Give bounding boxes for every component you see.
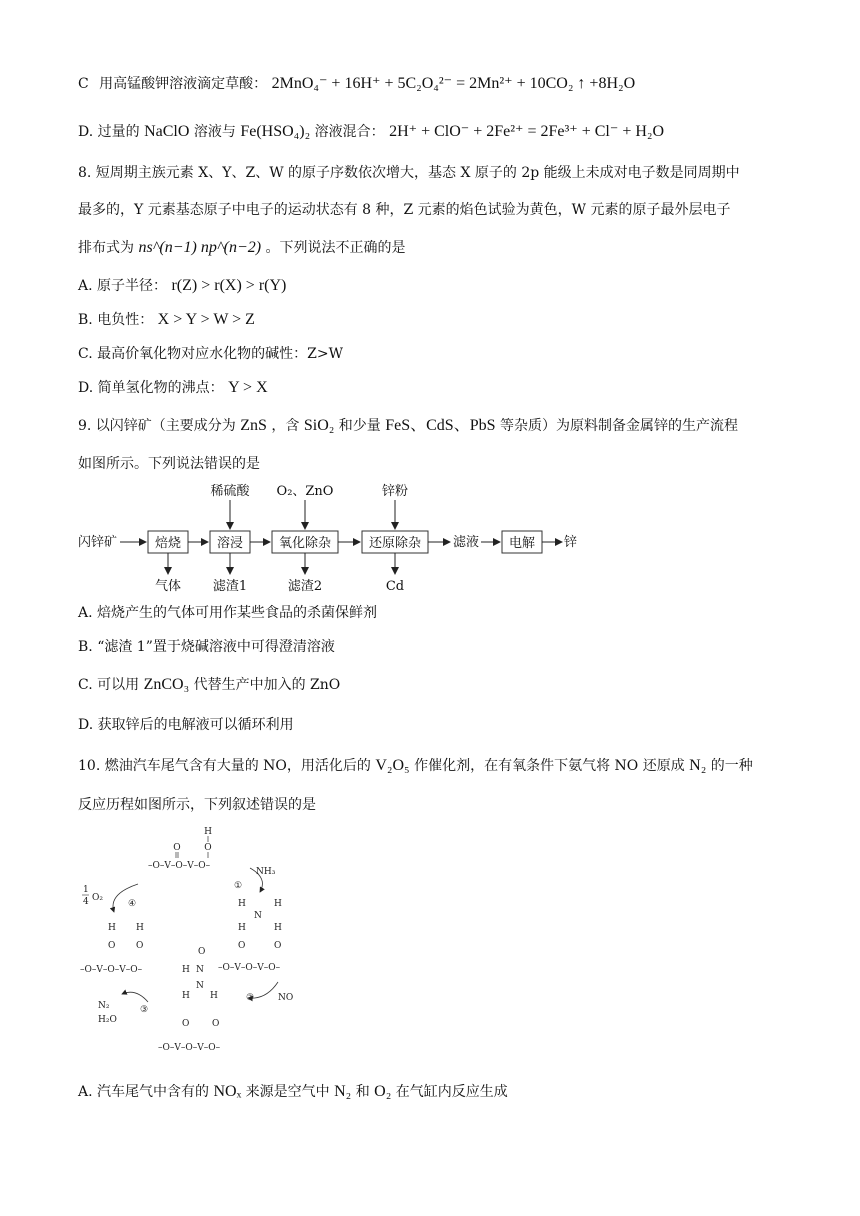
left-o-1: O [108, 941, 116, 951]
right-h-4: H [274, 923, 282, 933]
q9-option-c [78, 675, 340, 695]
flow-output-gas: 气体 [154, 579, 182, 594]
q10-option-a-post: 在气缸内反应生成 [395, 1084, 508, 1100]
q9-option-c-pre: C. 可以用 [78, 677, 140, 693]
q10-stem-n2: N₂ [689, 757, 707, 774]
flow-start-label: 闪锌矿 [78, 535, 118, 550]
top-o-atom-2: O [173, 843, 181, 853]
right-o-2: O [274, 941, 282, 951]
bottom-o-2: O [212, 1019, 220, 1029]
step-3-label: ③ [140, 1005, 149, 1015]
q9-stem-zns: ZnS [240, 417, 267, 434]
left-h-1: H [108, 923, 116, 933]
left-chain: –O–V–O–V–O– [80, 965, 143, 975]
right-o-1: O [238, 941, 246, 951]
q8-stem-line-1: 8. 短周期主族元素 X、Y、Z、W 的原子序数依次增大，基态 X 原子的 2p 能级上未成对电子数是同周期中 [78, 165, 740, 181]
flow-output-residue-1: 滤渣1 [212, 579, 248, 594]
q8-option-c: C. 最高价氧化物对应水化物的碱性：Z>W [78, 346, 343, 362]
right-n-atom: N [254, 911, 262, 921]
center-h-1: H [182, 965, 190, 975]
center-n-2: N [196, 981, 204, 991]
q7-option-c-equation: 2MnO₄⁻ + 16H⁺ + 5C₂O₄²⁻ = 2Mn²⁺ + 10CO₂ ↑ +8H₂O [271, 75, 636, 92]
q7-option-d-text-3: 溶液混合： [314, 124, 385, 140]
right-h-3: H [238, 923, 246, 933]
q7-option-c [78, 74, 635, 94]
q8-stem-line-3-post: 。下列说法不正确的是 [265, 240, 406, 256]
q7-option-c-label: C [78, 76, 89, 92]
n2-product-label: N₂ [98, 1001, 110, 1011]
q9-stem-line-2: 如图所示。下列说法错误的是 [78, 456, 260, 472]
q10-stem-line-2: 反应历程如图所示，下列叙述错误的是 [78, 797, 316, 813]
q10-option-a-o2: O₂ [374, 1083, 392, 1100]
q10-mechanism-diagram [78, 822, 318, 1066]
q7-option-d-text-2: 溶液与 [193, 124, 236, 140]
q8-option-d-text: D. 简单氢化物的沸点： [78, 380, 224, 396]
q10-stem-part-c: 作催化剂，在有氧条件下氨气将 NO 还原成 [414, 758, 685, 774]
h2o-product-label: H₂O [98, 1015, 117, 1025]
q8-option-a-text: A. 原子半径： [78, 278, 168, 294]
q9-option-b: B. “滤渣 1”置于烧碱溶液中可得澄清溶液 [78, 639, 335, 655]
q9-stem-part-g: 等杂质）为原料制备金属锌的生产流程 [499, 418, 738, 434]
o2-coefficient-numerator: 1 [83, 885, 89, 895]
q10-stem-catalyst: V₂O₅ [375, 757, 410, 774]
flow-input-zinc-powder: 锌粉 [381, 484, 409, 499]
o2-reactant-label: O₂ [92, 893, 103, 903]
q10-option-a-nox: NOₓ [213, 1083, 242, 1100]
q9-stem-part-e: 和少量 [338, 418, 381, 434]
flow-step-leaching: 溶浸 [216, 536, 244, 551]
flow-output-residue-2: 滤渣2 [287, 579, 323, 594]
no-label: NO [278, 993, 294, 1003]
q10-stem-line-1 [78, 756, 753, 776]
flow-step-electrolysis: 电解 [508, 536, 536, 551]
q7-option-d-label: D. [78, 124, 94, 140]
center-h-3: H [210, 991, 218, 1001]
q9-option-a: A. 焙烧产生的气体可用作某些食品的杀菌保鲜剂 [78, 605, 378, 621]
flow-filtrate-label: 滤液 [453, 535, 480, 550]
q7-option-d-reagent-2: Fe(HSO₄)₂ [240, 123, 311, 140]
flow-step-reduction: 还原除杂 [368, 536, 422, 551]
q8-option-a-math: r(Z) > r(X) > r(Y) [171, 277, 287, 294]
q9-option-c-formula: ZnCO₃ [143, 676, 190, 693]
q8-electron-config: ns^(n−1) np^(n−2) [138, 239, 262, 256]
flow-output-cd: Cd [385, 579, 405, 594]
center-o-atom: O [198, 947, 206, 957]
q10-stem-part-a: 10. 燃油汽车尾气含有大量的 NO，用活化后的 [78, 758, 371, 774]
q7-option-d [78, 122, 664, 142]
step-2-label: ② [246, 993, 255, 1003]
right-chain: –O–V–O–V–O– [218, 963, 281, 973]
flow-input-oxidant: O₂、ZnO [276, 484, 334, 499]
q9-stem-impurities: FeS、CdS、PbS [385, 417, 496, 434]
q10-option-a-mid-2: 和 [355, 1084, 370, 1100]
q9-flow-diagram [78, 478, 598, 602]
q9-stem-part-a: 9. 以闪锌矿（主要成分为 [78, 418, 236, 434]
bottom-o-1: O [182, 1019, 190, 1029]
q10-option-a [78, 1082, 508, 1102]
top-chain: –O–V–O–V–O– [148, 861, 211, 871]
q10-option-a-pre: A. 汽车尾气中含有的 [78, 1084, 210, 1100]
q10-stem-part-e: 的一种 [710, 758, 753, 774]
q8-option-d-math: Y > X [228, 379, 268, 396]
top-h-atom: H [204, 827, 212, 837]
q9-stem-sio2: SiO₂ [303, 417, 335, 434]
step-3-arrow [122, 992, 148, 1002]
q7-option-d-reagent-1: NaClO [144, 123, 190, 140]
q8-option-b-math: X > Y > W > Z [157, 311, 255, 328]
q9-stem-part-c: ，含 [271, 418, 300, 434]
flow-step-roasting: 焙烧 [154, 536, 182, 551]
center-n-1: N [196, 965, 204, 975]
bottom-chain: –O–V–O–V–O– [158, 1043, 221, 1053]
right-h-1: H [238, 899, 246, 909]
q8-stem-line-2: 最多的，Y 元素基态原子中电子的运动状态有 8 种，Z 元素的焰色试验为黄色，W 元素的原子最外层电子 [78, 202, 731, 218]
step-1-label: ① [234, 881, 243, 891]
top-o-atom-1: O [204, 843, 212, 853]
q8-stem-line-3-pre: 排布式为 [78, 240, 134, 256]
flow-end-label: 锌 [564, 535, 578, 550]
left-o-2: O [136, 941, 144, 951]
q7-option-d-text-1: 过量的 [97, 124, 140, 140]
flow-input-acid: 稀硫酸 [210, 484, 250, 499]
center-h-2: H [182, 991, 190, 1001]
left-h-2: H [136, 923, 144, 933]
nh3-label: NH₃ [256, 867, 276, 877]
q9-option-d: D. 获取锌后的电解液可以循环利用 [78, 717, 294, 733]
flow-step-oxidation: 氧化除杂 [278, 536, 332, 551]
q7-option-d-equation: 2H⁺ + ClO⁻ + 2Fe²⁺ = 2Fe³⁺ + Cl⁻ + H₂O [389, 123, 665, 140]
q8-stem-line-3 [78, 238, 406, 258]
step-4-label: ④ [128, 899, 137, 909]
q10-option-a-mid-1: 来源是空气中 [245, 1084, 330, 1100]
o2-coefficient-denominator: 4 [83, 897, 89, 907]
q8-option-b-text: B. 电负性： [78, 312, 154, 328]
q8-option-a [78, 276, 286, 296]
q9-stem-line-1 [78, 416, 738, 436]
right-h-2: H [274, 899, 282, 909]
q9-option-c-post: 代替生产中加入的 ZnO [193, 677, 341, 693]
q8-option-b [78, 310, 255, 330]
q10-option-a-n2: N₂ [334, 1083, 352, 1100]
q8-option-d [78, 378, 268, 398]
q7-option-c-text: 用高锰酸钾溶液滴定草酸： [99, 76, 268, 92]
